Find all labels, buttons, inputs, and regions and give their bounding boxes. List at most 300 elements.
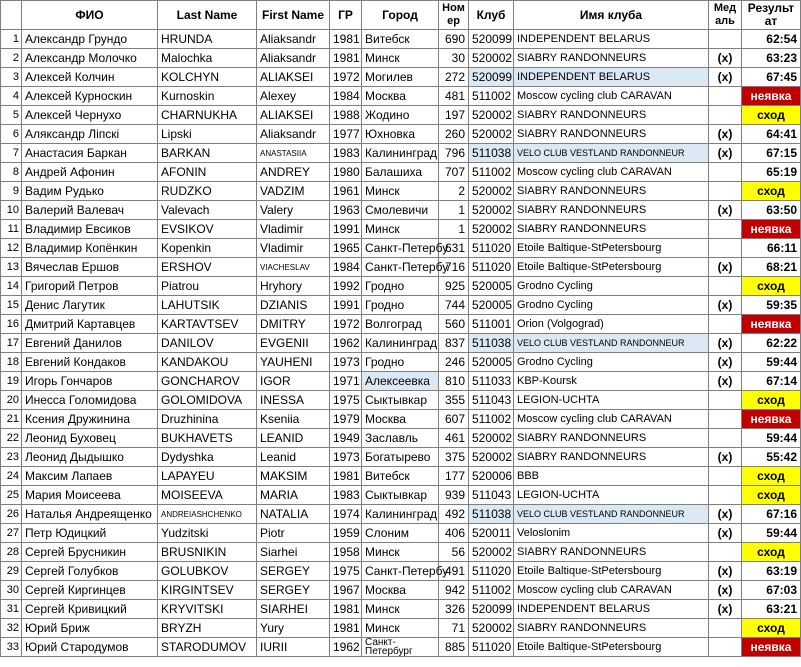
cell-year: 1991 — [330, 296, 362, 315]
cell-city: Богатырево — [362, 448, 439, 467]
cell-club-code: 520002 — [469, 448, 514, 467]
cell-result: 66:11 — [742, 239, 801, 258]
cell-result: сход — [742, 106, 801, 125]
cell-bib: 406 — [439, 524, 469, 543]
cell-club-name: SIABRY RANDONNEURS — [514, 125, 709, 144]
cell-last-name: Kopenkin — [158, 239, 257, 258]
cell-first-name: MARIA — [257, 486, 330, 505]
cell-result: 63:19 — [742, 562, 801, 581]
cell-club-name: Grodno Cycling — [514, 296, 709, 315]
cell-index: 5 — [1, 106, 22, 125]
cell-result: неявка — [742, 220, 801, 239]
table-row — [1, 296, 801, 315]
cell-city: Сыктывкар — [362, 486, 439, 505]
cell-fio: Владимир Евсиков — [22, 220, 158, 239]
cell-index: 11 — [1, 220, 22, 239]
cell-first-name: ALIAKSEI — [257, 68, 330, 87]
cell-first-name: Alexey — [257, 87, 330, 106]
cell-city: Минск — [362, 49, 439, 68]
cell-year: 1971 — [330, 372, 362, 391]
cell-last-name: BARKAN — [158, 144, 257, 163]
cell-city: Смолевичи — [362, 201, 439, 220]
cell-bib: 837 — [439, 334, 469, 353]
cell-first-name: Siarhei — [257, 543, 330, 562]
cell-index: 32 — [1, 619, 22, 638]
cell-club-name: SIABRY RANDONNEURS — [514, 429, 709, 448]
cell-club-code: 511002 — [469, 87, 514, 106]
cell-bib: 491 — [439, 562, 469, 581]
cell-bib: 796 — [439, 144, 469, 163]
cell-club-code: 520005 — [469, 353, 514, 372]
cell-last-name: GONCHAROV — [158, 372, 257, 391]
cell-result: 67:45 — [742, 68, 801, 87]
cell-year: 1979 — [330, 410, 362, 429]
cell-bib: 246 — [439, 353, 469, 372]
cell-bib: 560 — [439, 315, 469, 334]
col-header-first-name: First Name — [257, 1, 330, 30]
cell-club-name: Orion (Volgograd) — [514, 315, 709, 334]
cell-club-code: 511001 — [469, 315, 514, 334]
cell-year: 1967 — [330, 581, 362, 600]
cell-last-name: AFONIN — [158, 163, 257, 182]
cell-medal — [709, 87, 742, 106]
cell-last-name: BRUSNIKIN — [158, 543, 257, 562]
cell-index: 4 — [1, 87, 22, 106]
cell-result: сход — [742, 391, 801, 410]
cell-club-code: 520002 — [469, 182, 514, 201]
cell-bib: 885 — [439, 638, 469, 657]
cell-result: 67:15 — [742, 144, 801, 163]
cell-club-name: Moscow cycling club CARAVAN — [514, 410, 709, 429]
cell-index: 19 — [1, 372, 22, 391]
cell-medal: (x) — [709, 68, 742, 87]
cell-index: 14 — [1, 277, 22, 296]
cell-first-name: IGOR — [257, 372, 330, 391]
table-row — [1, 49, 801, 68]
cell-club-name: INDEPENDENT BELARUS — [514, 68, 709, 87]
cell-fio: Наталья Андреященко — [22, 505, 158, 524]
cell-index: 33 — [1, 638, 22, 657]
table-row — [1, 163, 801, 182]
cell-index: 12 — [1, 239, 22, 258]
cell-bib: 71 — [439, 619, 469, 638]
table-row — [1, 258, 801, 277]
cell-index: 16 — [1, 315, 22, 334]
cell-index: 22 — [1, 429, 22, 448]
table-row — [1, 619, 801, 638]
cell-bib: 939 — [439, 486, 469, 505]
cell-result: сход — [742, 467, 801, 486]
cell-first-name: SERGEY — [257, 581, 330, 600]
cell-fio: Леонид Дыдышко — [22, 448, 158, 467]
cell-city: Гродно — [362, 353, 439, 372]
cell-index: 3 — [1, 68, 22, 87]
cell-first-name: VIACHESLAV — [257, 258, 330, 277]
cell-first-name: INESSA — [257, 391, 330, 410]
table-row — [1, 581, 801, 600]
cell-club-name: Moscow cycling club CARAVAN — [514, 581, 709, 600]
cell-fio: Петр Юдицкий — [22, 524, 158, 543]
cell-city: Могилев — [362, 68, 439, 87]
cell-club-name: SIABRY RANDONNEURS — [514, 201, 709, 220]
cell-year: 1983 — [330, 486, 362, 505]
cell-city: Сыктывкар — [362, 391, 439, 410]
cell-first-name: Aliaksandr — [257, 30, 330, 49]
cell-medal — [709, 277, 742, 296]
cell-medal — [709, 619, 742, 638]
cell-last-name: Valevach — [158, 201, 257, 220]
table-row — [1, 182, 801, 201]
cell-medal — [709, 182, 742, 201]
cell-result: 65:19 — [742, 163, 801, 182]
cell-index: 1 — [1, 30, 22, 49]
cell-city: Минск — [362, 619, 439, 638]
cell-index: 27 — [1, 524, 22, 543]
cell-first-name: SIARHEI — [257, 600, 330, 619]
cell-index: 31 — [1, 600, 22, 619]
cell-index: 21 — [1, 410, 22, 429]
cell-fio: Анастасия Баркан — [22, 144, 158, 163]
cell-year: 1991 — [330, 220, 362, 239]
cell-club-name: SIABRY RANDONNEURS — [514, 448, 709, 467]
cell-city: Калининград — [362, 505, 439, 524]
cell-bib: 631 — [439, 239, 469, 258]
cell-bib: 461 — [439, 429, 469, 448]
cell-club-code: 511043 — [469, 391, 514, 410]
cell-year: 1983 — [330, 144, 362, 163]
cell-year: 1992 — [330, 277, 362, 296]
cell-result: 63:50 — [742, 201, 801, 220]
cell-fio: Ксения Дружинина — [22, 410, 158, 429]
cell-last-name: ERSHOV — [158, 258, 257, 277]
col-header-city: Город — [362, 1, 439, 30]
cell-bib: 690 — [439, 30, 469, 49]
cell-medal — [709, 30, 742, 49]
cell-first-name: Yury — [257, 619, 330, 638]
cell-first-name: NATALIA — [257, 505, 330, 524]
col-header-bib — [439, 1, 469, 30]
cell-club-code: 511043 — [469, 486, 514, 505]
cell-fio: Евгений Данилов — [22, 334, 158, 353]
cell-year: 1959 — [330, 524, 362, 543]
cell-club-code: 520002 — [469, 106, 514, 125]
cell-bib: 272 — [439, 68, 469, 87]
cell-index: 2 — [1, 49, 22, 68]
cell-year: 1984 — [330, 258, 362, 277]
cell-last-name: BRYZH — [158, 619, 257, 638]
cell-first-name: ALIAKSEI — [257, 106, 330, 125]
col-header-bib-text: Номер — [442, 2, 465, 27]
cell-result: сход — [742, 543, 801, 562]
cell-last-name: KANDAKOU — [158, 353, 257, 372]
cell-year: 1981 — [330, 30, 362, 49]
table-row — [1, 372, 801, 391]
table-row — [1, 410, 801, 429]
cell-last-name: HRUNDA — [158, 30, 257, 49]
cell-result: 68:21 — [742, 258, 801, 277]
cell-medal: (x) — [709, 334, 742, 353]
header-row — [1, 1, 801, 30]
cell-city: Заславль — [362, 429, 439, 448]
cell-bib: 942 — [439, 581, 469, 600]
cell-index: 7 — [1, 144, 22, 163]
cell-last-name: RUDZKO — [158, 182, 257, 201]
cell-club-code: 520002 — [469, 220, 514, 239]
cell-index: 6 — [1, 125, 22, 144]
cell-first-name: MAKSIM — [257, 467, 330, 486]
cell-fio: Денис Лагутик — [22, 296, 158, 315]
col-header-gr: ГР — [330, 1, 362, 30]
cell-medal — [709, 543, 742, 562]
cell-club-code: 520002 — [469, 125, 514, 144]
cell-year: 1984 — [330, 87, 362, 106]
cell-city: Минск — [362, 600, 439, 619]
cell-year: 1975 — [330, 562, 362, 581]
cell-city: Минск — [362, 220, 439, 239]
cell-first-name: Piotr — [257, 524, 330, 543]
cell-city: Санкт-Петербу — [362, 562, 439, 581]
cell-result: неявка — [742, 410, 801, 429]
cell-bib: 2 — [439, 182, 469, 201]
col-header-club-name: Имя клуба — [514, 1, 709, 30]
cell-result: неявка — [742, 315, 801, 334]
cell-club-name: Moscow cycling club CARAVAN — [514, 87, 709, 106]
cell-fio: Алексей Колчин — [22, 68, 158, 87]
cell-last-name: Dydyshka — [158, 448, 257, 467]
cell-result: 59:44 — [742, 353, 801, 372]
cell-bib: 716 — [439, 258, 469, 277]
cell-club-name: LEGION-UCHTA — [514, 391, 709, 410]
cell-medal: (x) — [709, 581, 742, 600]
cell-bib: 925 — [439, 277, 469, 296]
table-row — [1, 106, 801, 125]
cell-last-name: KIRGINTSEV — [158, 581, 257, 600]
cell-city: Москва — [362, 87, 439, 106]
cell-first-name: Hryhory — [257, 277, 330, 296]
cell-year: 1981 — [330, 619, 362, 638]
table-row — [1, 467, 801, 486]
cell-index: 30 — [1, 581, 22, 600]
cell-last-name: ANDREIASHCHENKO — [158, 505, 257, 524]
cell-last-name: Kurnoskin — [158, 87, 257, 106]
cell-medal: (x) — [709, 296, 742, 315]
table-row — [1, 562, 801, 581]
cell-medal — [709, 391, 742, 410]
cell-bib: 707 — [439, 163, 469, 182]
cell-fio: Леонид Буховец — [22, 429, 158, 448]
cell-medal: (x) — [709, 144, 742, 163]
cell-year: 1973 — [330, 353, 362, 372]
col-header-club-code: Клуб — [469, 1, 514, 30]
cell-first-name: ANASTASIIA — [257, 144, 330, 163]
cell-fio: Сергей Киргинцев — [22, 581, 158, 600]
cell-club-code: 511033 — [469, 372, 514, 391]
cell-city: Калининград — [362, 144, 439, 163]
table-row — [1, 391, 801, 410]
cell-club-name: Moscow cycling club CARAVAN — [514, 163, 709, 182]
cell-last-name: LAPAYEU — [158, 467, 257, 486]
table-row — [1, 239, 801, 258]
cell-medal: (x) — [709, 201, 742, 220]
cell-medal — [709, 106, 742, 125]
cell-index: 15 — [1, 296, 22, 315]
cell-club-name: Etoile Baltique-StPetersbourg — [514, 239, 709, 258]
cell-year: 1975 — [330, 391, 362, 410]
cell-bib: 326 — [439, 600, 469, 619]
cell-fio: Алексей Чернухо — [22, 106, 158, 125]
cell-bib: 810 — [439, 372, 469, 391]
cell-bib: 375 — [439, 448, 469, 467]
cell-club-code: 511038 — [469, 334, 514, 353]
cell-fio: Вадим Рудько — [22, 182, 158, 201]
cell-medal: (x) — [709, 372, 742, 391]
table-row — [1, 353, 801, 372]
cell-bib: 197 — [439, 106, 469, 125]
cell-medal: (x) — [709, 448, 742, 467]
table-row — [1, 144, 801, 163]
table-row — [1, 277, 801, 296]
table-row — [1, 524, 801, 543]
cell-medal: (x) — [709, 49, 742, 68]
table-row — [1, 87, 801, 106]
cell-last-name: CHARNUKHA — [158, 106, 257, 125]
cell-year: 1962 — [330, 334, 362, 353]
table-row — [1, 486, 801, 505]
cell-fio: Александр Грундо — [22, 30, 158, 49]
cell-fio: Сергей Брусникин — [22, 543, 158, 562]
cell-year: 1980 — [330, 163, 362, 182]
cell-club-name: Grodno Cycling — [514, 353, 709, 372]
table-row — [1, 600, 801, 619]
cell-club-name: SIABRY RANDONNEURS — [514, 49, 709, 68]
table-row — [1, 220, 801, 239]
cell-index: 17 — [1, 334, 22, 353]
cell-index: 18 — [1, 353, 22, 372]
cell-city: Слоним — [362, 524, 439, 543]
cell-city: Витебск — [362, 467, 439, 486]
cell-club-code: 511038 — [469, 505, 514, 524]
cell-result: 64:41 — [742, 125, 801, 144]
cell-fio: Григорий Петров — [22, 277, 158, 296]
cell-result: 67:03 — [742, 581, 801, 600]
cell-last-name: LAHUTSIK — [158, 296, 257, 315]
cell-result: 63:21 — [742, 600, 801, 619]
cell-club-name: SIABRY RANDONNEURS — [514, 182, 709, 201]
cell-medal — [709, 220, 742, 239]
cell-last-name: KRYVITSKI — [158, 600, 257, 619]
cell-bib: 1 — [439, 220, 469, 239]
cell-index: 29 — [1, 562, 22, 581]
cell-medal: (x) — [709, 125, 742, 144]
table-row — [1, 448, 801, 467]
cell-fio: Сергей Голубков — [22, 562, 158, 581]
cell-result: 62:54 — [742, 30, 801, 49]
cell-club-name: Etoile Baltique-StPetersbourg — [514, 638, 709, 657]
cell-bib: 355 — [439, 391, 469, 410]
cell-result: 59:44 — [742, 429, 801, 448]
cell-last-name: STARODUMOV — [158, 638, 257, 657]
cell-fio: Инесса Голомидова — [22, 391, 158, 410]
cell-year: 1949 — [330, 429, 362, 448]
cell-club-code: 520005 — [469, 296, 514, 315]
cell-year: 1988 — [330, 106, 362, 125]
cell-city: Санкт-Петербург — [362, 638, 439, 657]
cell-medal: (x) — [709, 562, 742, 581]
cell-year: 1973 — [330, 448, 362, 467]
cell-first-name: Vladimir — [257, 220, 330, 239]
cell-fio: Евгений Кондаков — [22, 353, 158, 372]
cell-last-name: EVSIKOV — [158, 220, 257, 239]
cell-club-code: 520002 — [469, 543, 514, 562]
col-header-medal — [709, 1, 742, 30]
cell-year: 1962 — [330, 638, 362, 657]
table-row — [1, 315, 801, 334]
cell-result: 55:42 — [742, 448, 801, 467]
cell-city: Москва — [362, 410, 439, 429]
cell-medal: (x) — [709, 505, 742, 524]
cell-result: неявка — [742, 87, 801, 106]
cell-club-name: LEGION-UCHTA — [514, 486, 709, 505]
cell-fio: Вячеслав Ершов — [22, 258, 158, 277]
cell-year: 1958 — [330, 543, 362, 562]
table-row — [1, 68, 801, 87]
cell-medal: (x) — [709, 524, 742, 543]
table-row — [1, 638, 801, 657]
cell-last-name: Yudzitski — [158, 524, 257, 543]
cell-club-code: 520002 — [469, 49, 514, 68]
cell-club-name: VELO CLUB VESTLAND RANDONNEUR — [514, 505, 709, 524]
cell-fio: Мария Моисеева — [22, 486, 158, 505]
cell-bib: 492 — [439, 505, 469, 524]
cell-index: 28 — [1, 543, 22, 562]
cell-first-name: IURII — [257, 638, 330, 657]
cell-city: Балашиха — [362, 163, 439, 182]
cell-index: 26 — [1, 505, 22, 524]
cell-fio: Игорь Гончаров — [22, 372, 158, 391]
cell-medal: (x) — [709, 258, 742, 277]
cell-fio: Аляксандр Лiпскi — [22, 125, 158, 144]
cell-bib: 30 — [439, 49, 469, 68]
cell-city: Санкт-Петербу — [362, 258, 439, 277]
cell-club-name: Etoile Baltique-StPetersbourg — [514, 562, 709, 581]
cell-last-name: GOLOMIDOVA — [158, 391, 257, 410]
cell-medal — [709, 467, 742, 486]
cell-year: 1981 — [330, 467, 362, 486]
cell-city: Юхновка — [362, 125, 439, 144]
cell-city: Калининград — [362, 334, 439, 353]
table-row — [1, 543, 801, 562]
cell-bib: 607 — [439, 410, 469, 429]
cell-bib: 177 — [439, 467, 469, 486]
cell-medal — [709, 163, 742, 182]
cell-medal: (x) — [709, 600, 742, 619]
cell-fio: Юрий Стародумов — [22, 638, 158, 657]
cell-result: 67:16 — [742, 505, 801, 524]
cell-first-name: Kseniia — [257, 410, 330, 429]
cell-city: Гродно — [362, 277, 439, 296]
cell-index: 25 — [1, 486, 22, 505]
cell-last-name: KOLCHYN — [158, 68, 257, 87]
col-header-index — [1, 1, 22, 30]
table-row — [1, 30, 801, 49]
cell-first-name: SERGEY — [257, 562, 330, 581]
cell-club-name: INDEPENDENT BELARUS — [514, 600, 709, 619]
cell-last-name: BUKHAVETS — [158, 429, 257, 448]
cell-club-name: Etoile Baltique-StPetersbourg — [514, 258, 709, 277]
cell-medal: (x) — [709, 353, 742, 372]
cell-fio: Максим Лапаев — [22, 467, 158, 486]
cell-medal — [709, 429, 742, 448]
